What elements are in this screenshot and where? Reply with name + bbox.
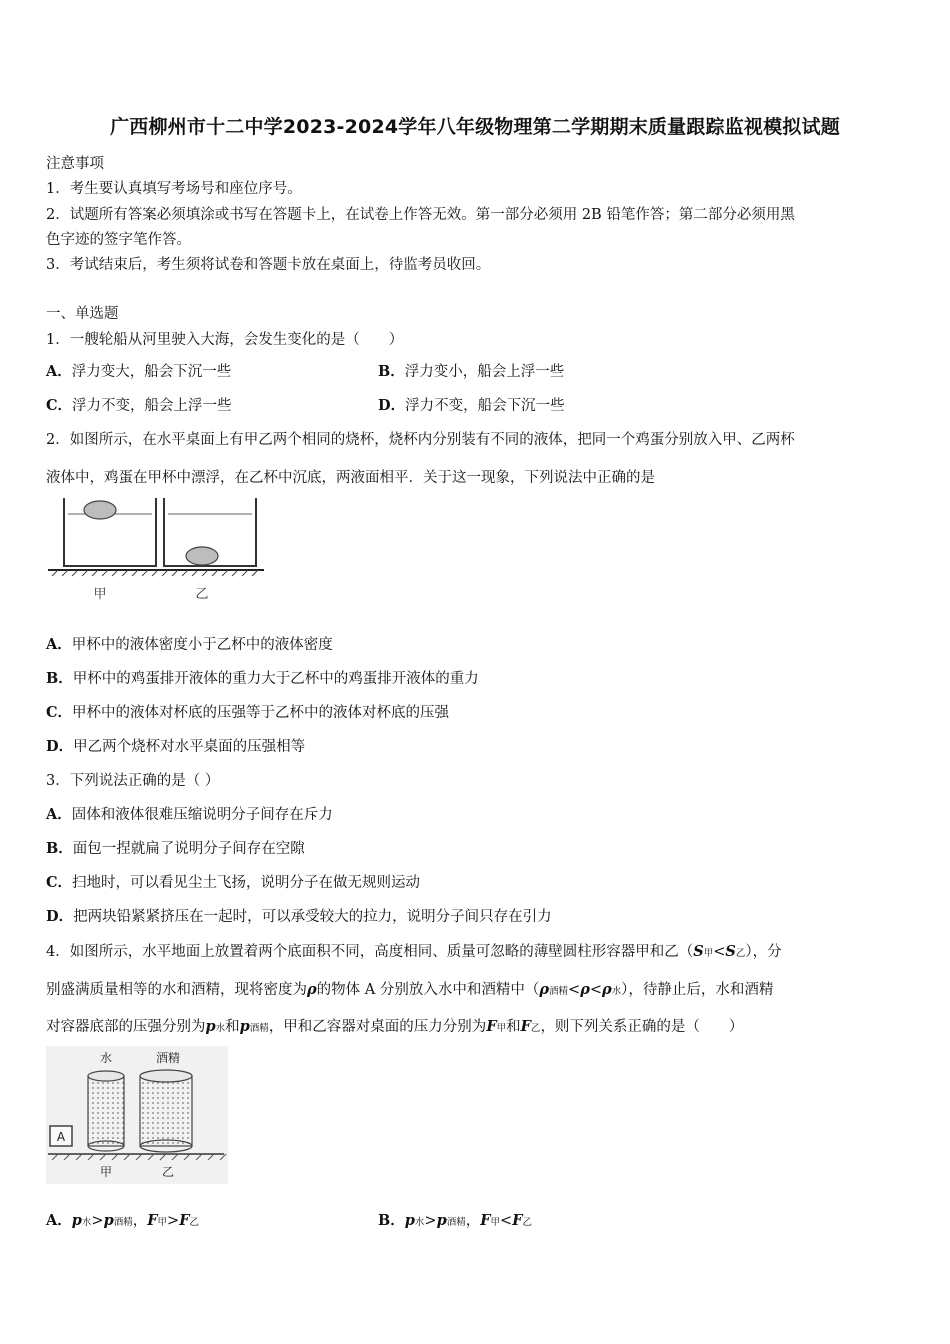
q3-option-a[interactable]: A．固体和液体很难压缩说明分子间存在斥力: [46, 806, 333, 823]
question-3-stem: 3．下列说法正确的是（ ）: [46, 773, 220, 789]
q2-option-b[interactable]: B．甲杯中的鸡蛋排开液体的重力大于乙杯中的鸡蛋排开液体的重力: [46, 670, 479, 687]
label-yi: 乙: [161, 1165, 175, 1179]
notice-item: 2．试题所有答案必须填涂或书写在答题卡上，在试卷上作答无效。第一部分必须用 2B 铅笔作答；第二部分必须用黑: [46, 207, 795, 223]
notice-item: 色字迹的签字笔作答。: [46, 232, 191, 248]
label-yi: 乙: [195, 587, 209, 602]
question-4-stem-line2: 别盛满质量相等的水和酒精，现将密度为ρ的物体 A 分别放入水中和酒精中（ρ酒精<ρ<ρ水），待静止后，水和酒精: [46, 981, 774, 998]
section-heading: 一、单选题: [46, 306, 119, 322]
notice-item: 3．考试结束后，考生须将试卷和答题卡放在桌面上，待监考员收回。: [46, 257, 491, 273]
svg-text:A: A: [56, 1130, 66, 1144]
q4-option-a[interactable]: A．p水>p酒精，F甲>F乙: [46, 1212, 200, 1229]
question-2-stem: 液体中，鸡蛋在甲杯中漂浮，在乙杯中沉底，两液面相平．关于这一现象，下列说法中正确的是: [46, 470, 655, 486]
egg-sunk: [186, 547, 218, 565]
question-4-stem-line3: 对容器底部的压强分别为p水和p酒精，甲和乙容器对桌面的压力分别为F甲和F乙，则下列关系正确的是（ ）: [46, 1018, 744, 1035]
q1-option-b[interactable]: B．浮力变小，船会上浮一些: [378, 363, 565, 380]
q3-option-d[interactable]: D．把两块铅紧紧挤压在一起时，可以承受较大的拉力，说明分子间只存在引力: [46, 908, 552, 925]
q4-option-b[interactable]: B．p水>p酒精，F甲<F乙: [378, 1212, 533, 1229]
q2-option-a[interactable]: A．甲杯中的液体密度小于乙杯中的液体密度: [46, 636, 333, 653]
question-2-stem: 2．如图所示，在水平桌面上有甲乙两个相同的烧杯，烧杯内分别装有不同的液体，把同一个鸡蛋分别放入甲、乙两杯: [46, 432, 795, 448]
notice-heading: 注意事项: [46, 156, 104, 172]
q1-option-c[interactable]: C．浮力不变，船会上浮一些: [46, 397, 232, 414]
page-title: 广西柳州市十二中学2023-2024学年八年级物理第二学期期末质量跟踪监视模拟试题: [110, 116, 840, 138]
q2-option-c[interactable]: C．甲杯中的液体对杯底的压强等于乙杯中的液体对杯底的压强: [46, 704, 450, 721]
label-water: 水: [99, 1051, 113, 1065]
question-4-stem-line1: 4．如图所示，水平地面上放置着两个底面积不同，高度相同、质量可忽略的薄壁圆柱形容器甲和乙（S甲<S乙），分: [46, 943, 782, 960]
q3-option-b[interactable]: B．面包一捏就扁了说明分子间存在空隙: [46, 840, 305, 857]
q1-option-d[interactable]: D．浮力不变，船会下沉一些: [378, 397, 565, 414]
egg-floating: [84, 501, 116, 519]
question-1-stem: 1．一艘轮船从河里驶入大海，会发生变化的是（ ）: [46, 332, 404, 348]
q3-option-c[interactable]: C．扫地时，可以看见尘土飞扬，说明分子在做无规则运动: [46, 874, 421, 891]
label-jia: 甲: [93, 587, 107, 602]
notice-item: 1．考生要认真填写考场号和座位序号。: [46, 181, 302, 197]
beakers-figure: [44, 494, 266, 606]
cylinders-figure: [46, 1046, 228, 1184]
q1-option-a[interactable]: A．浮力变大，船会下沉一些: [46, 363, 232, 380]
label-alcohol: 酒精: [155, 1051, 181, 1065]
q2-option-d[interactable]: D．甲乙两个烧杯对水平桌面的压强相等: [46, 738, 306, 755]
label-jia: 甲: [99, 1165, 113, 1179]
